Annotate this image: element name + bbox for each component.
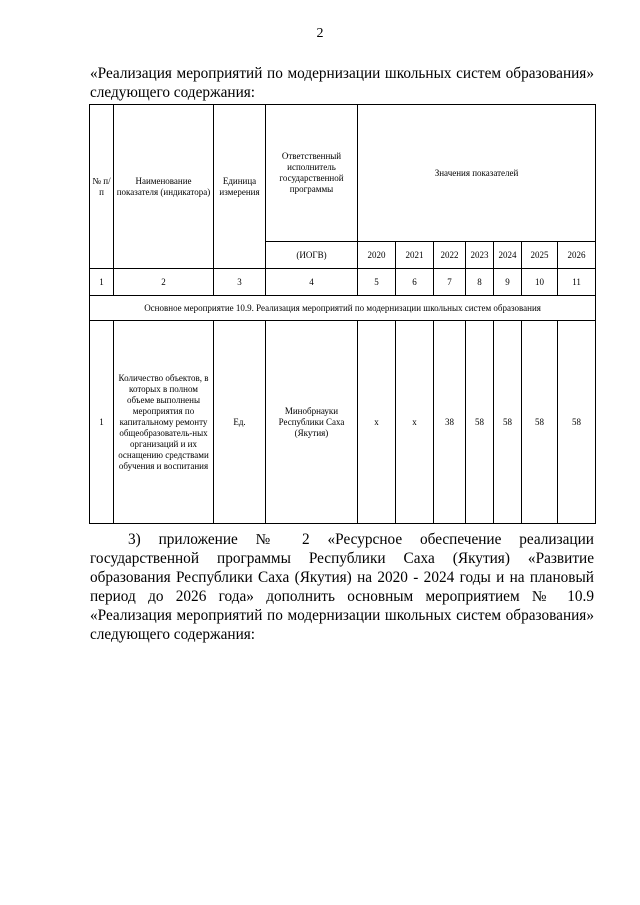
column-number: 6	[396, 269, 434, 296]
row-value: 58	[494, 321, 522, 524]
column-number: 2	[114, 269, 214, 296]
header-name: Наименование показателя (индикатора)	[114, 105, 214, 269]
row-value: 38	[434, 321, 466, 524]
header-unit: Единица измерения	[214, 105, 266, 269]
column-number: 11	[558, 269, 596, 296]
indicator-table	[89, 104, 596, 524]
page-number: 2	[316, 26, 324, 41]
row-value: 58	[466, 321, 494, 524]
header-values: Значения показателей	[358, 105, 596, 242]
column-number: 7	[434, 269, 466, 296]
row-num: 1	[90, 321, 114, 524]
column-number: 8	[466, 269, 494, 296]
column-number: 4	[266, 269, 358, 296]
column-number: 3	[214, 269, 266, 296]
row-value: 58	[558, 321, 596, 524]
column-number: 5	[358, 269, 396, 296]
column-number: 10	[522, 269, 558, 296]
column-number: 9	[494, 269, 522, 296]
row-name: Количество объектов, в которых в полном объеме выполнены мероприятия по капитальному ремонту общеобразователь-ных организаций и их оснащению средствами обучения и воспитания	[114, 321, 214, 524]
header-executor-abbr: (ИОГВ)	[266, 242, 358, 269]
header-year: 2021	[396, 242, 434, 269]
intro-paragraph: «Реализация мероприятий по модернизации школьных систем образования» следующего содержания:	[90, 65, 594, 101]
header-executor: Ответственный исполнитель государственной программы	[266, 105, 358, 242]
header-year: 2023	[466, 242, 494, 269]
header-year: 2020	[358, 242, 396, 269]
table-row	[90, 321, 596, 524]
header-year: 2022	[434, 242, 466, 269]
row-executor: Минобрнауки Республики Саха (Якутия)	[266, 321, 358, 524]
section-title: Основное мероприятие 10.9. Реализация мероприятий по модернизации школьных систем образования	[90, 296, 596, 321]
header-year: 2026	[558, 242, 596, 269]
closing-paragraph: 3) приложение № 2 «Ресурсное обеспечение реализации государственной программы Республики Саха (Якутия) «Развитие образования Республики Саха (Якутия) на 2020 - 2024 годы и на плановый период до 2026 года» дополнить основным мероприятием № 10.9 «Реализация мероприятий по модернизации школьных систем образования» следующего содержания:	[90, 531, 594, 643]
row-value: 58	[522, 321, 558, 524]
header-num: № п/п	[90, 105, 114, 269]
header-year: 2024	[494, 242, 522, 269]
header-year: 2025	[522, 242, 558, 269]
row-value: х	[358, 321, 396, 524]
row-value: х	[396, 321, 434, 524]
column-number: 1	[90, 269, 114, 296]
row-unit: Ед.	[214, 321, 266, 524]
